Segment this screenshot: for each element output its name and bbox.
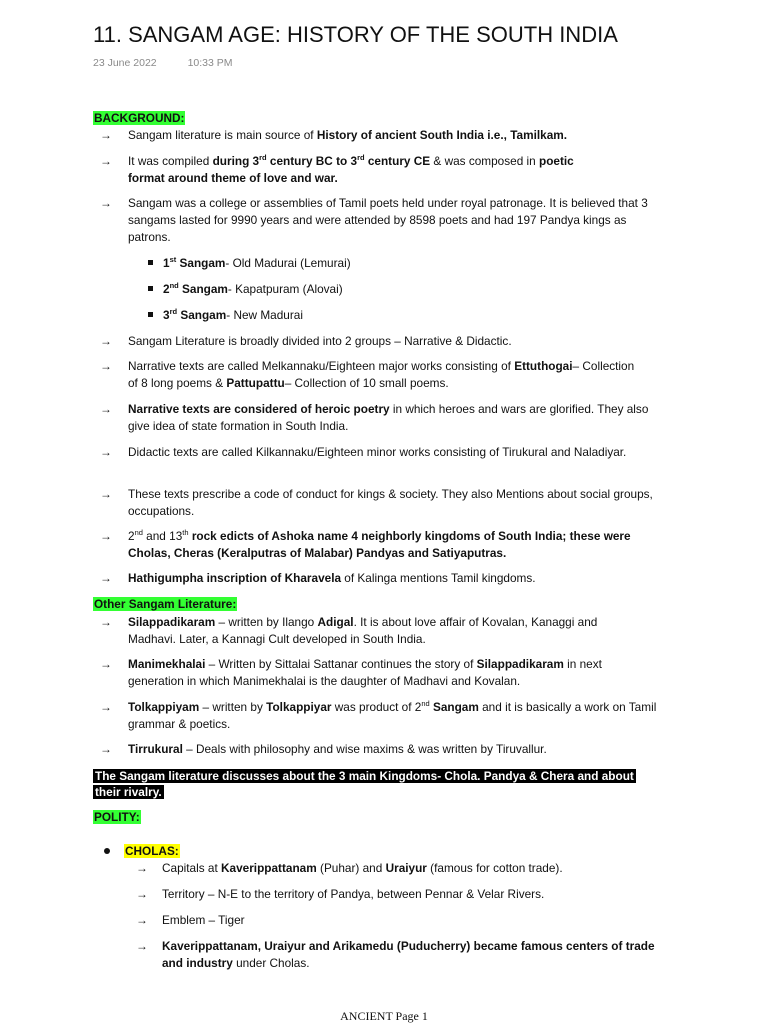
page-date: 23 June 2022 bbox=[93, 57, 157, 69]
sangam-2-item: 2nd Sangam- Kapatpuram (Alovai) bbox=[148, 281, 343, 298]
square-bullet-icon bbox=[148, 260, 153, 265]
section-other-label: Other Sangam Literature: bbox=[94, 597, 237, 611]
kingdoms-banner: The Sangam literature discusses about the 3 main Kingdoms- Chola. Pandya & Chera and about their rivalry. bbox=[95, 769, 634, 799]
background-item-8: → These texts prescribe a code of conduct for kings & society. They also Mentions about social groups, occupations. bbox=[100, 487, 653, 518]
section-polity-label: POLITY: bbox=[94, 810, 140, 824]
other-item-1: → Silappadikaram – written by Ilango Adigal. It is about love affair of Kovalan, Kanaggi and Madhavi. Later, a Kannagi Cult developed in South India. bbox=[100, 615, 598, 646]
right-arrow-icon: → bbox=[100, 196, 112, 210]
sangam-1-item: 1st Sangam- Old Madurai (Lemurai) bbox=[148, 255, 351, 272]
cholas-label: CHOLAS: bbox=[125, 844, 179, 858]
page-meta bbox=[93, 57, 233, 69]
right-arrow-icon: → bbox=[100, 615, 112, 629]
cholas-item-2: → Territory – N-E to the territory of Pandya, between Pennar & Velar Rivers. bbox=[136, 887, 545, 901]
right-arrow-icon: → bbox=[100, 571, 112, 585]
background-item-9: → 2nd and 13th rock edicts of Ashoka name 4 neighborly kingdoms of South India; these were Cholas, Cheras (Keralputras of Malabar) Pandyas and Satiyaputras. bbox=[100, 528, 631, 560]
background-item-1: → Sangam literature is main source of History of ancient South India i.e., Tamilkam. bbox=[100, 128, 568, 142]
cholas-item-1: → Capitals at Kaverippattanam (Puhar) and Uraiyur (famous for cotton trade). bbox=[136, 861, 563, 875]
right-arrow-icon: → bbox=[100, 128, 112, 142]
right-arrow-icon: → bbox=[100, 445, 112, 459]
background-item-5: → Narrative texts are called Melkannaku/Eighteen major works consisting of Ettuthogai– Collection of 8 long poems & Pattupattu– Collection of 10 small poems. bbox=[100, 359, 635, 390]
background-item-2: → It was compiled during 3rd century BC to 3rd century CE & was composed in poetic format around theme of love and war. bbox=[100, 153, 574, 185]
right-arrow-icon: → bbox=[136, 887, 148, 901]
right-arrow-icon: → bbox=[100, 402, 112, 416]
cholas-item-3: → Emblem – Tiger bbox=[136, 913, 245, 927]
cholas-bullet bbox=[104, 843, 180, 860]
section-background-label: BACKGROUND: bbox=[94, 111, 185, 125]
other-item-4: → Tirrukural – Deals with philosophy and wise maxims & was written by Tiruvallur. bbox=[100, 742, 547, 756]
background-item-4: → Sangam Literature is broadly divided into 2 groups – Narrative & Didactic. bbox=[100, 334, 512, 348]
right-arrow-icon: → bbox=[100, 359, 112, 373]
right-arrow-icon: → bbox=[100, 742, 112, 756]
round-bullet-icon bbox=[104, 848, 110, 854]
right-arrow-icon: → bbox=[100, 487, 112, 501]
background-item-6: → Narrative texts are considered of heroic poetry in which heroes and wars are glorified. They also give idea of state formation in South India. bbox=[100, 402, 649, 433]
right-arrow-icon: → bbox=[136, 861, 148, 875]
other-item-2: → Manimekhalai – Written by Sittalai Sattanar continues the story of Silappadikaram in next generation in which Manimekhalai is the daughter of Madhavi and Kovalan. bbox=[100, 657, 602, 688]
right-arrow-icon: → bbox=[100, 529, 112, 543]
right-arrow-icon: → bbox=[100, 657, 112, 671]
right-arrow-icon: → bbox=[100, 334, 112, 348]
background-item-7: → Didactic texts are called Kilkannaku/Eighteen minor works consisting of Tirukural and Naladiyar. bbox=[100, 445, 627, 459]
right-arrow-icon: → bbox=[136, 939, 148, 953]
square-bullet-icon bbox=[148, 286, 153, 291]
page-title: 11. SANGAM AGE: HISTORY OF THE SOUTH INDIA bbox=[93, 22, 618, 47]
background-item-3: → Sangam was a college or assemblies of Tamil poets held under royal patronage. It is believed that 3 sangams lasted for 9990 years and were attended by 8598 poets and had 197 Pandya kings as patrons. bbox=[100, 196, 648, 244]
page-footer: ANCIENT Page 1 bbox=[340, 1009, 428, 1023]
right-arrow-icon: → bbox=[100, 700, 112, 714]
right-arrow-icon: → bbox=[100, 154, 112, 168]
other-item-3: → Tolkappiyam – written by Tolkappiyar was product of 2nd Sangam and it is basically a work on Tamil grammar & poetics. bbox=[100, 699, 657, 731]
right-arrow-icon: → bbox=[136, 913, 148, 927]
cholas-item-4: → Kaverippattanam, Uraiyur and Arikamedu (Puducherry) became famous centers of trade and industry under Cholas. bbox=[136, 939, 655, 970]
background-item-10: → Hathigumpha inscription of Kharavela of Kalinga mentions Tamil kingdoms. bbox=[100, 571, 536, 585]
page-time: 10:33 PM bbox=[187, 57, 233, 69]
sangam-3-item: 3rd Sangam- New Madurai bbox=[148, 307, 303, 324]
square-bullet-icon bbox=[148, 312, 153, 317]
